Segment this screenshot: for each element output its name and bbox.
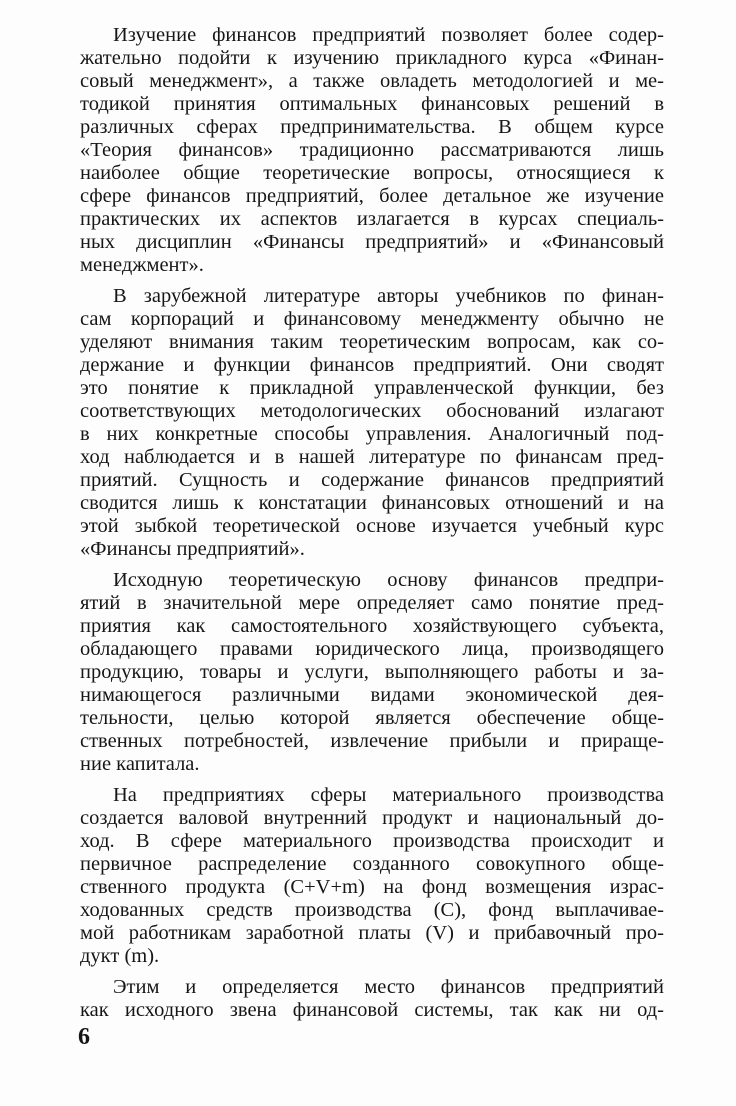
- text-line: создается валовой внутренний продукт и национальный до-: [80, 807, 664, 829]
- paragraph-gap: [80, 968, 664, 976]
- text-line: «Финансы предприятий».: [80, 538, 305, 560]
- text-line: этой зыбкой теоретической основе изучается учебный курс: [80, 515, 664, 537]
- paragraph: [80, 24, 664, 277]
- text-line: уделяют внимания таким теоретическим вопросам, как со-: [80, 331, 664, 353]
- paragraph: [80, 569, 664, 776]
- text-line: ходованных средств производства (C), фонд выплачивае-: [80, 899, 664, 921]
- body-text: [80, 24, 664, 1022]
- text-line: практических их аспектов излагается в курсах специаль-: [80, 208, 664, 230]
- text-line: как исходного звена финансовой системы, так как ни од-: [80, 999, 664, 1021]
- text-line: ятий в значительной мере определяет само понятие пред-: [80, 592, 664, 614]
- page-number: 6: [78, 1024, 90, 1050]
- text-line: ственных потребностей, извлечение прибыли и прираще-: [80, 730, 664, 752]
- text-line: приятий. Сущность и содержание финансов предприятий: [80, 469, 664, 491]
- text-line: держание и функции финансов предприятий. Они сводят: [80, 354, 664, 376]
- paragraph-gap: [80, 561, 664, 569]
- text-line: наиболее общие теоретические вопросы, относящиеся к: [80, 162, 664, 184]
- text-line: В зарубежной литературе авторы учебников по финан-: [113, 285, 664, 307]
- paragraph: [80, 976, 664, 1022]
- text-line: приятия как самостоятельного хозяйствующего субъекта,: [80, 615, 664, 637]
- text-line: сам корпораций и финансовому менеджменту обычно не: [80, 308, 664, 330]
- text-line: тельности, целью которой является обеспечение обще-: [80, 707, 664, 729]
- text-line: тодикой принятия оптимальных финансовых решений в: [80, 93, 664, 115]
- paragraph-gap: [80, 277, 664, 285]
- text-line: Исходную теоретическую основу финансов предпри-: [113, 569, 664, 591]
- text-line: совый менеджмент», а также овладеть методологией и ме-: [80, 70, 664, 92]
- text-line: это понятие к прикладной управленческой функции, без: [80, 377, 664, 399]
- text-line: жательно подойти к изучению прикладного курса «Финан-: [80, 47, 664, 69]
- text-line: дукт (m).: [80, 945, 160, 967]
- text-line: мой работникам заработной платы (V) и прибавочный про-: [80, 922, 664, 944]
- text-line: сводится лишь к констатации финансовых отношений и на: [80, 492, 664, 514]
- text-line: различных сферах предпринимательства. В общем курсе: [80, 116, 664, 138]
- text-line: Этим и определяется место финансов предприятий: [113, 976, 664, 998]
- text-line: ных дисциплин «Финансы предприятий» и «Финансовый: [80, 231, 664, 253]
- text-line: ние капитала.: [80, 753, 200, 775]
- text-line: обладающего правами юридического лица, производящего: [80, 638, 664, 660]
- paragraph: [80, 285, 664, 561]
- text-line: ход. В сфере материального производства происходит и: [80, 830, 664, 852]
- text-line: Изучение финансов предприятий позволяет более содер-: [113, 24, 664, 46]
- text-line: продукцию, товары и услуги, выполняющего работы и за-: [80, 661, 664, 683]
- text-line: первичное распределение созданного совокупного обще-: [80, 853, 664, 875]
- text-line: менеджмент».: [80, 254, 204, 276]
- text-line: сфере финансов предприятий, более детальное же изучение: [80, 185, 664, 207]
- paragraph: [80, 784, 664, 968]
- text-line: На предприятиях сферы материального производства: [113, 784, 664, 806]
- text-line: «Теория финансов» традиционно рассматриваются лишь: [80, 139, 664, 161]
- text-line: соответствующих методологических обоснований излагают: [80, 400, 664, 422]
- text-line: нимающегося различными видами экономической дея-: [80, 684, 664, 706]
- text-line: ход наблюдается и в нашей литературе по финансам пред-: [80, 446, 664, 468]
- paragraph-gap: [80, 776, 664, 784]
- text-line: ственного продукта (C+V+m) на фонд возмещения израс-: [80, 876, 664, 898]
- text-line: в них конкретные способы управления. Аналогичный под-: [80, 423, 664, 445]
